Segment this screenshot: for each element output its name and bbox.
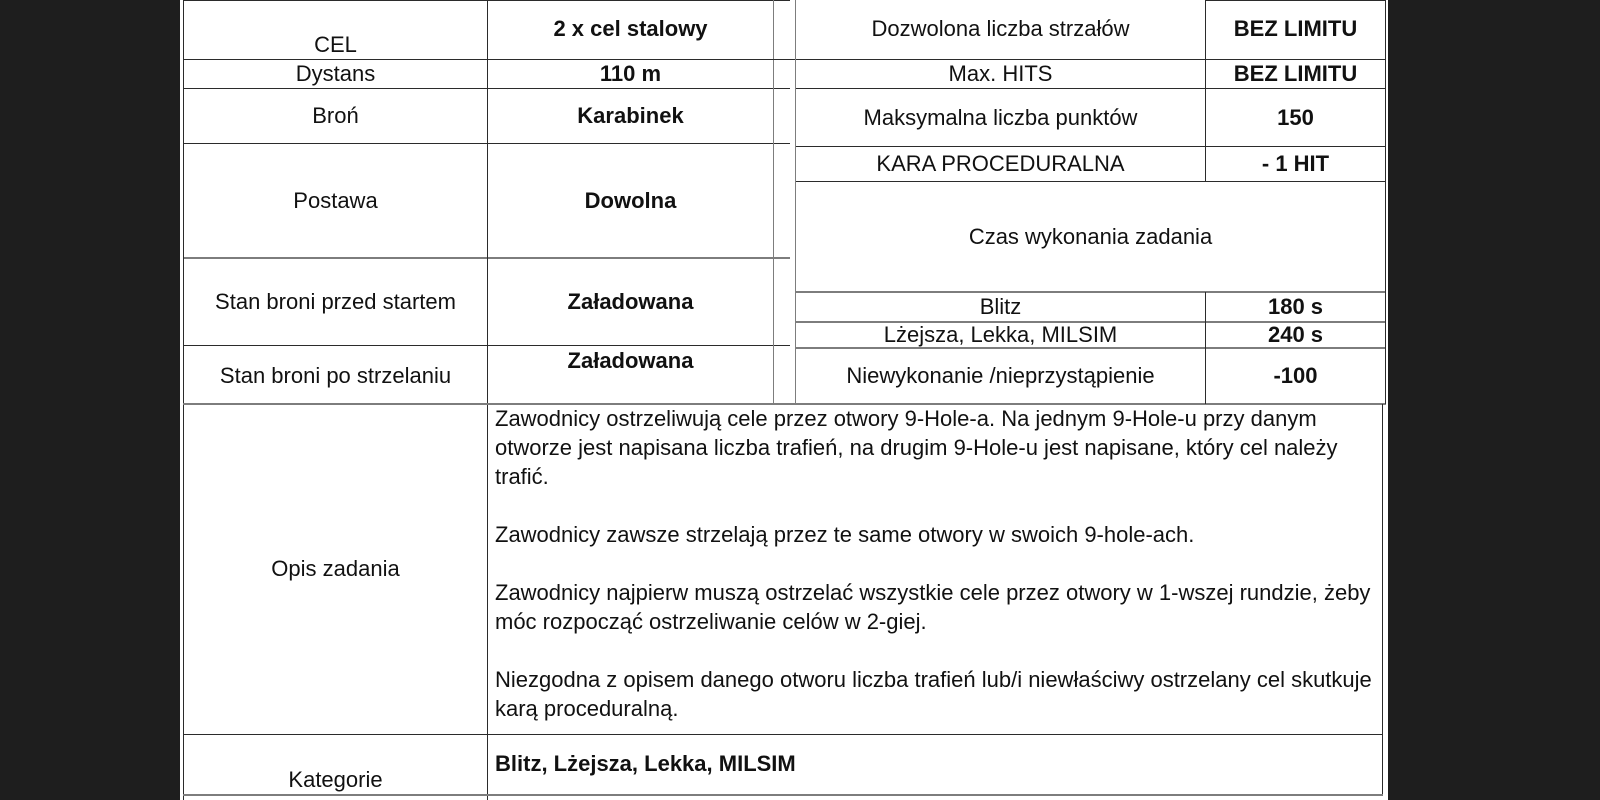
label-bron: Broń <box>312 103 359 129</box>
label-kategorie: Kategorie <box>288 767 383 793</box>
value-kategorie: Blitz, Lżejsza, Lekka, MILSIM <box>495 751 796 777</box>
value-kara: - 1 HIT <box>1261 151 1330 177</box>
value-dystans: 110 m <box>599 61 662 87</box>
value-dozwolona: BEZ LIMITU <box>1233 16 1358 42</box>
description-paragraph: Zawodnicy ostrzeliwują cele przez otwory 9-Hole-a. Na jednym 9-Hole-u przy danym otworze jest napisana liczba trafień, na drugim 9-Hole-u jest napisane, który cel należy trafić. <box>495 406 1338 489</box>
table-line <box>1385 0 1386 404</box>
value-stan-przed: Załadowana <box>567 289 694 315</box>
label-niewykonanie: Niewykonanie /nieprzystąpienie <box>846 363 1155 389</box>
value-max-hits: BEZ LIMITU <box>1233 61 1358 87</box>
label-postawa: Postawa <box>293 187 378 213</box>
table-line <box>183 734 1383 735</box>
label-blitz: Blitz <box>979 294 1022 320</box>
table-line <box>1205 0 1386 1</box>
label-stan-przed: Stan broni przed startem <box>215 289 456 315</box>
label-dozwolona: Dozwolona liczba strzałów <box>871 16 1130 42</box>
label-cel: CEL <box>314 32 357 58</box>
table-line <box>773 0 774 404</box>
value-stan-po: Załadowana <box>567 348 694 374</box>
table-line <box>1382 404 1383 796</box>
label-max-punktow: Maksymalna liczba punktów <box>863 104 1138 130</box>
value-lzejsza: 240 s <box>1267 321 1324 347</box>
label-stan-po: Stan broni po strzelaniu <box>219 363 452 389</box>
label-opis: Opis zadania <box>271 556 400 582</box>
value-blitz: 180 s <box>1267 294 1324 320</box>
description-paragraph: Niezgodna z opisem danego otworu liczba trafień lub/i niewłaściwy ostrzelany cel skutkuje karą proceduralną. <box>495 667 1372 721</box>
description-paragraph: Zawodnicy zawsze strzelają przez te same otwory w swoich 9-hole-ach. <box>495 522 1195 547</box>
label-kara: KARA PROCEDURALNA <box>876 151 1125 177</box>
description-paragraph: Zawodnicy najpierw muszą ostrzelać wszystkie cele przez otwory w 1-wszej rundzie, żeby móc rozpocząć ostrzeliwanie celów w 2-giej. <box>495 580 1371 634</box>
description-text <box>495 404 1375 723</box>
value-cel: 2 x cel stalowy <box>553 16 708 42</box>
value-bron: Karabinek <box>577 103 684 129</box>
value-postawa: Dowolna <box>584 187 677 213</box>
time-header: Czas wykonania zadania <box>968 223 1213 249</box>
table-line <box>183 794 1383 796</box>
label-lzejsza: Lżejsza, Lekka, MILSIM <box>883 321 1118 347</box>
value-max-punktow: 150 <box>1277 104 1314 130</box>
label-dystans: Dystans <box>295 61 376 87</box>
value-niewykonanie: -100 <box>1273 363 1318 389</box>
label-max-hits: Max. HITS <box>948 61 1053 87</box>
